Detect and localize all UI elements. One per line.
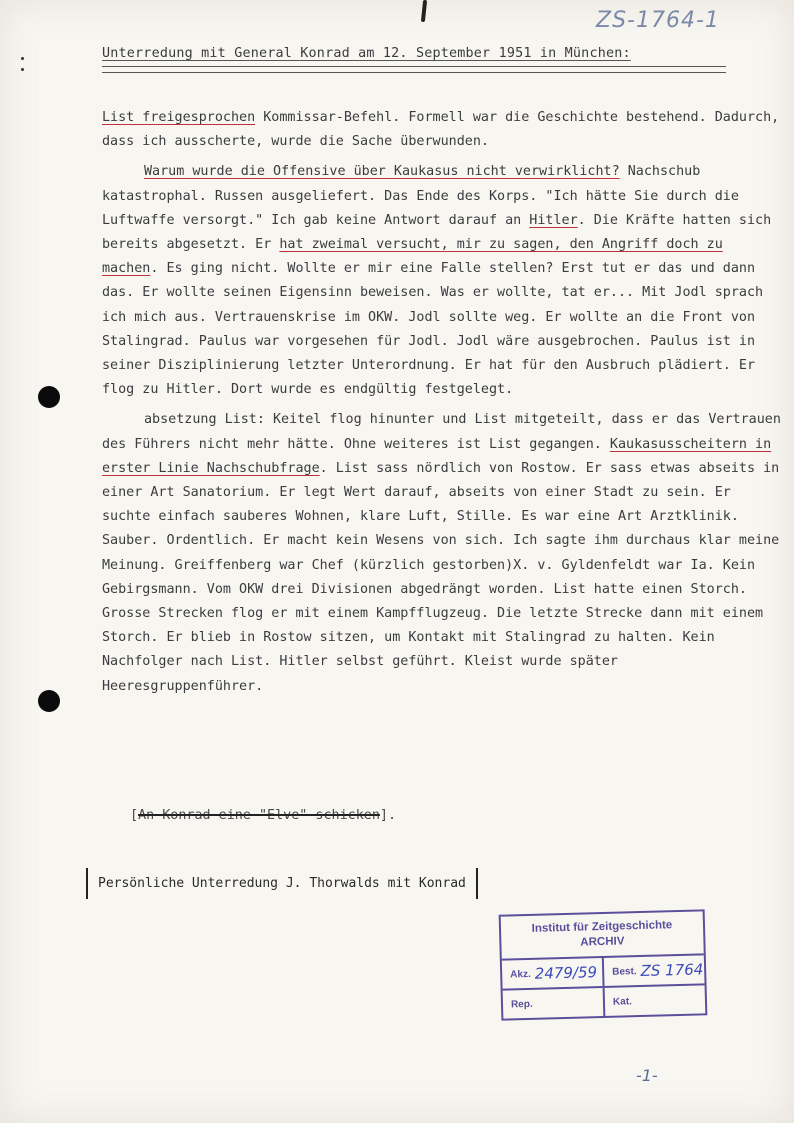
document-body [102, 106, 782, 705]
underlined-phrase: List freigesprochen [102, 110, 256, 125]
stamp-institute: Institut für Zeitgeschichte [531, 919, 673, 935]
bracket-note: Persönliche Unterredung J. Thorwalds mit Konrad [86, 868, 478, 899]
underlined-phrase: Warum wurde die Offensive über Kaukasus nicht verwirklicht? [144, 164, 620, 180]
struck-out-line: [An Konrad eine "Elve" schicken]. [130, 808, 397, 823]
stamp-kat-label: Kat. [612, 995, 633, 1008]
punch-hole-upper [38, 386, 60, 408]
stamp-header [501, 911, 704, 960]
body-paragraph [102, 160, 782, 402]
document-title [102, 46, 742, 61]
paragraph-text: absetzung List: Keitel flog hinunter und List mitgeteilt, dass er das Vertrauen des Führers nicht mehr hätte. Ohne weiteres ist List gegangen. [102, 412, 781, 452]
stamp-row-akz [502, 955, 705, 988]
stamp-best-label: Best. [612, 965, 637, 978]
margin-dot [21, 68, 24, 71]
ink-tick-mark [421, 0, 427, 22]
archive-stamp [499, 909, 708, 1020]
underlined-phrase: hat zweimal versucht, mir zu sagen, den Angriff doch zu machen [102, 237, 723, 277]
stamp-akz-cell [502, 958, 603, 989]
stamp-rep-cell [503, 988, 604, 1019]
struck-text: An Konrad eine "Elve" schicken [138, 808, 380, 823]
body-paragraph [102, 408, 782, 698]
struck-suffix: . [387, 808, 397, 823]
paragraph-text: . List sass nördlich von Rostow. Er sass etwas abseits in einer Art Sanatorium. Er legt Wert darauf, abseits von einer Stadt zu sein. Er suchte einfach sauberes Wohnen, klare Luft, Stille. Es war eine Art Arztklinik. Sauber. Ordentlich. Er macht kein Wesens von sich. Ich sagte ihm durchaus klar meine Meinung. Greiffenberg war Chef (kürzlich gestorben)X. v. Gyldenfeldt war Ia. Kein Gebirgsmann. Vom OKW drei Divisionen abgedrängt worden. List hatte einen Storch. Grosse Strecken flog er mit einem Kampfflugzeug. Die letzte Strecke dann mit einem Storch. Er blieb in Rostow sitzen, um Kontakt mit Stalingrad zu halten. Kein Nachfolger nach List. Hitler selbst geführt. Kleist wurde später Heeresgruppenführer. [102, 460, 780, 694]
stamp-best-cell [602, 955, 705, 986]
stamp-row-rep [503, 983, 706, 1018]
body-paragraph [102, 106, 782, 154]
margin-dot [21, 57, 24, 60]
paragraph-text: Nachschub katastrophal. Russen ausgeliefert. Das Ende des Korps. "Ich hätte Sie durch die Luftwaffe versorgt." Ich gab keine Antwort darauf an [102, 164, 739, 228]
stamp-archiv: ARCHIV [580, 935, 625, 949]
paragraph-text: Kommissar-Befehl. Formell war die Geschichte bestehend. Dadurch, dass ich ausscherte, wurde die Sache überwunden. [102, 110, 780, 150]
paragraph-text: . Es ging nicht. Wollte er mir eine Falle stellen? Erst tut er das und dann das. Er wollte seinen Eigensinn beweisen. Was er wollte, tat er... Mit Jodl sprach ich mich aus. Vertrauenskrise im OKW. Jodl sollte weg. Er wollte an die Front von Stalingrad. Paulus war vorgesehen für Jodl. Jodl wäre ausgebrochen. Paulus ist in seiner Disziplinierung letzter Unterordnung. Er hat für den Ausbruch plädiert. Er flog zu Hitler. Dort wurde es endgültig festgelegt. [102, 261, 764, 398]
underlined-phrase: Kaukasusscheitern in erster Linie Nachschubfrage [102, 436, 772, 476]
paragraph-text: . Die Kräfte hatten sich bereits abgesetzt. Er [102, 212, 772, 253]
page-number: -1- [636, 1066, 658, 1085]
underlined-phrase: Hitler [529, 212, 578, 228]
stamp-kat-cell [603, 985, 706, 1016]
punch-hole-lower [38, 690, 60, 712]
stamp-akz-value: 2479/59 [534, 963, 598, 983]
stamp-akz-label: Akz. [510, 968, 531, 980]
stamp-rep-label: Rep. [510, 998, 533, 1010]
title-double-rule [102, 66, 726, 73]
stamp-best-value: ZS 1764 [640, 960, 704, 981]
title-text: Unterredung mit General Konrad am 12. September 1951 in München: [102, 46, 631, 61]
archive-handwritten-id: ZS-1764-1 [596, 8, 720, 33]
